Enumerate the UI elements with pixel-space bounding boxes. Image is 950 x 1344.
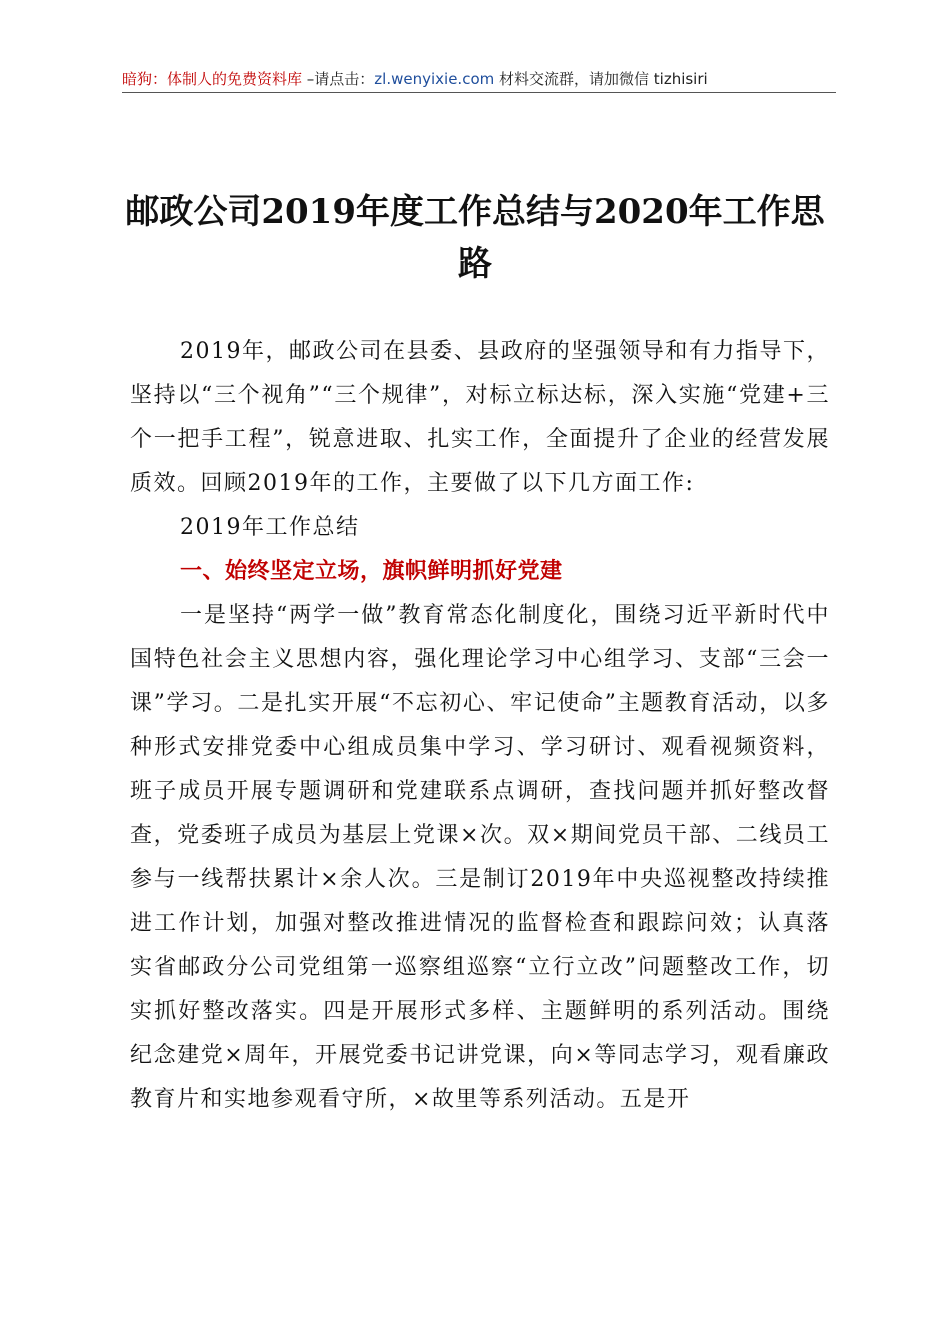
header-site-name: 暗狗：体制人的免费资料库 xyxy=(122,70,303,88)
section-label: 2019年工作总结 xyxy=(180,515,360,540)
body-paragraph-1: 一是坚持“两学一做”教育常态化制度化，围绕习近平新时代中国特色社会主义思想内容，强化理论学习中心组学习、支部“三会一课”学习。二是扎实开展“不忘初心、牢记使命”主题教育活动，以多种形式安排党委中心组成员集中学习、学习研讨、观看视频资料，班子成员开展专题调研和党建联系点调研，查找问题并抓好整改督查，党委班子成员为基层上党课×次。双×期间党员干部、二线员工参与一线帮扶累计×余人次。三是制订2019年中央巡视整改持续推进工作计划，加强对整改推进情况的监督检查和跟踪问效；认真落实省邮政分公司党组第一巡察组巡察“立行立改”问题整改工作，切实抓好整改落实。四是开展形式多样、主题鲜明的系列活动。围绕纪念建党×周年，开展党委书记讲党课，向×等同志学习，观看廉政教育片和实地参观看守所，×故里等系列活动。五是开 xyxy=(130,603,830,1112)
document-title xyxy=(118,186,832,290)
title-line-2: 路 xyxy=(458,244,492,284)
section-heading-1: 一、始终坚定立场，旗帜鲜明抓好党建 xyxy=(180,559,563,584)
title-line-1: 邮政公司2019年度工作总结与2020年工作思 xyxy=(125,192,825,232)
header-wechat-note: 材料交流群，请加微信 tizhisiri xyxy=(494,70,708,88)
intro-paragraph: 2019年，邮政公司在县委、县政府的坚强领导和有力指导下，坚持以“三个视角”“三个规律”，对标立标达标，深入实施“党建+三个一把手工程”，锐意进取、扎实工作，全面提升了企业的经营发展质效。回顾2019年的工作，主要做了以下几方面工作: xyxy=(130,339,830,496)
document-body xyxy=(130,330,830,1122)
page-header xyxy=(122,66,836,93)
header-click-prompt: –请点击： xyxy=(302,70,375,88)
header-site-link[interactable]: zl.wenyixie.com xyxy=(374,70,495,88)
